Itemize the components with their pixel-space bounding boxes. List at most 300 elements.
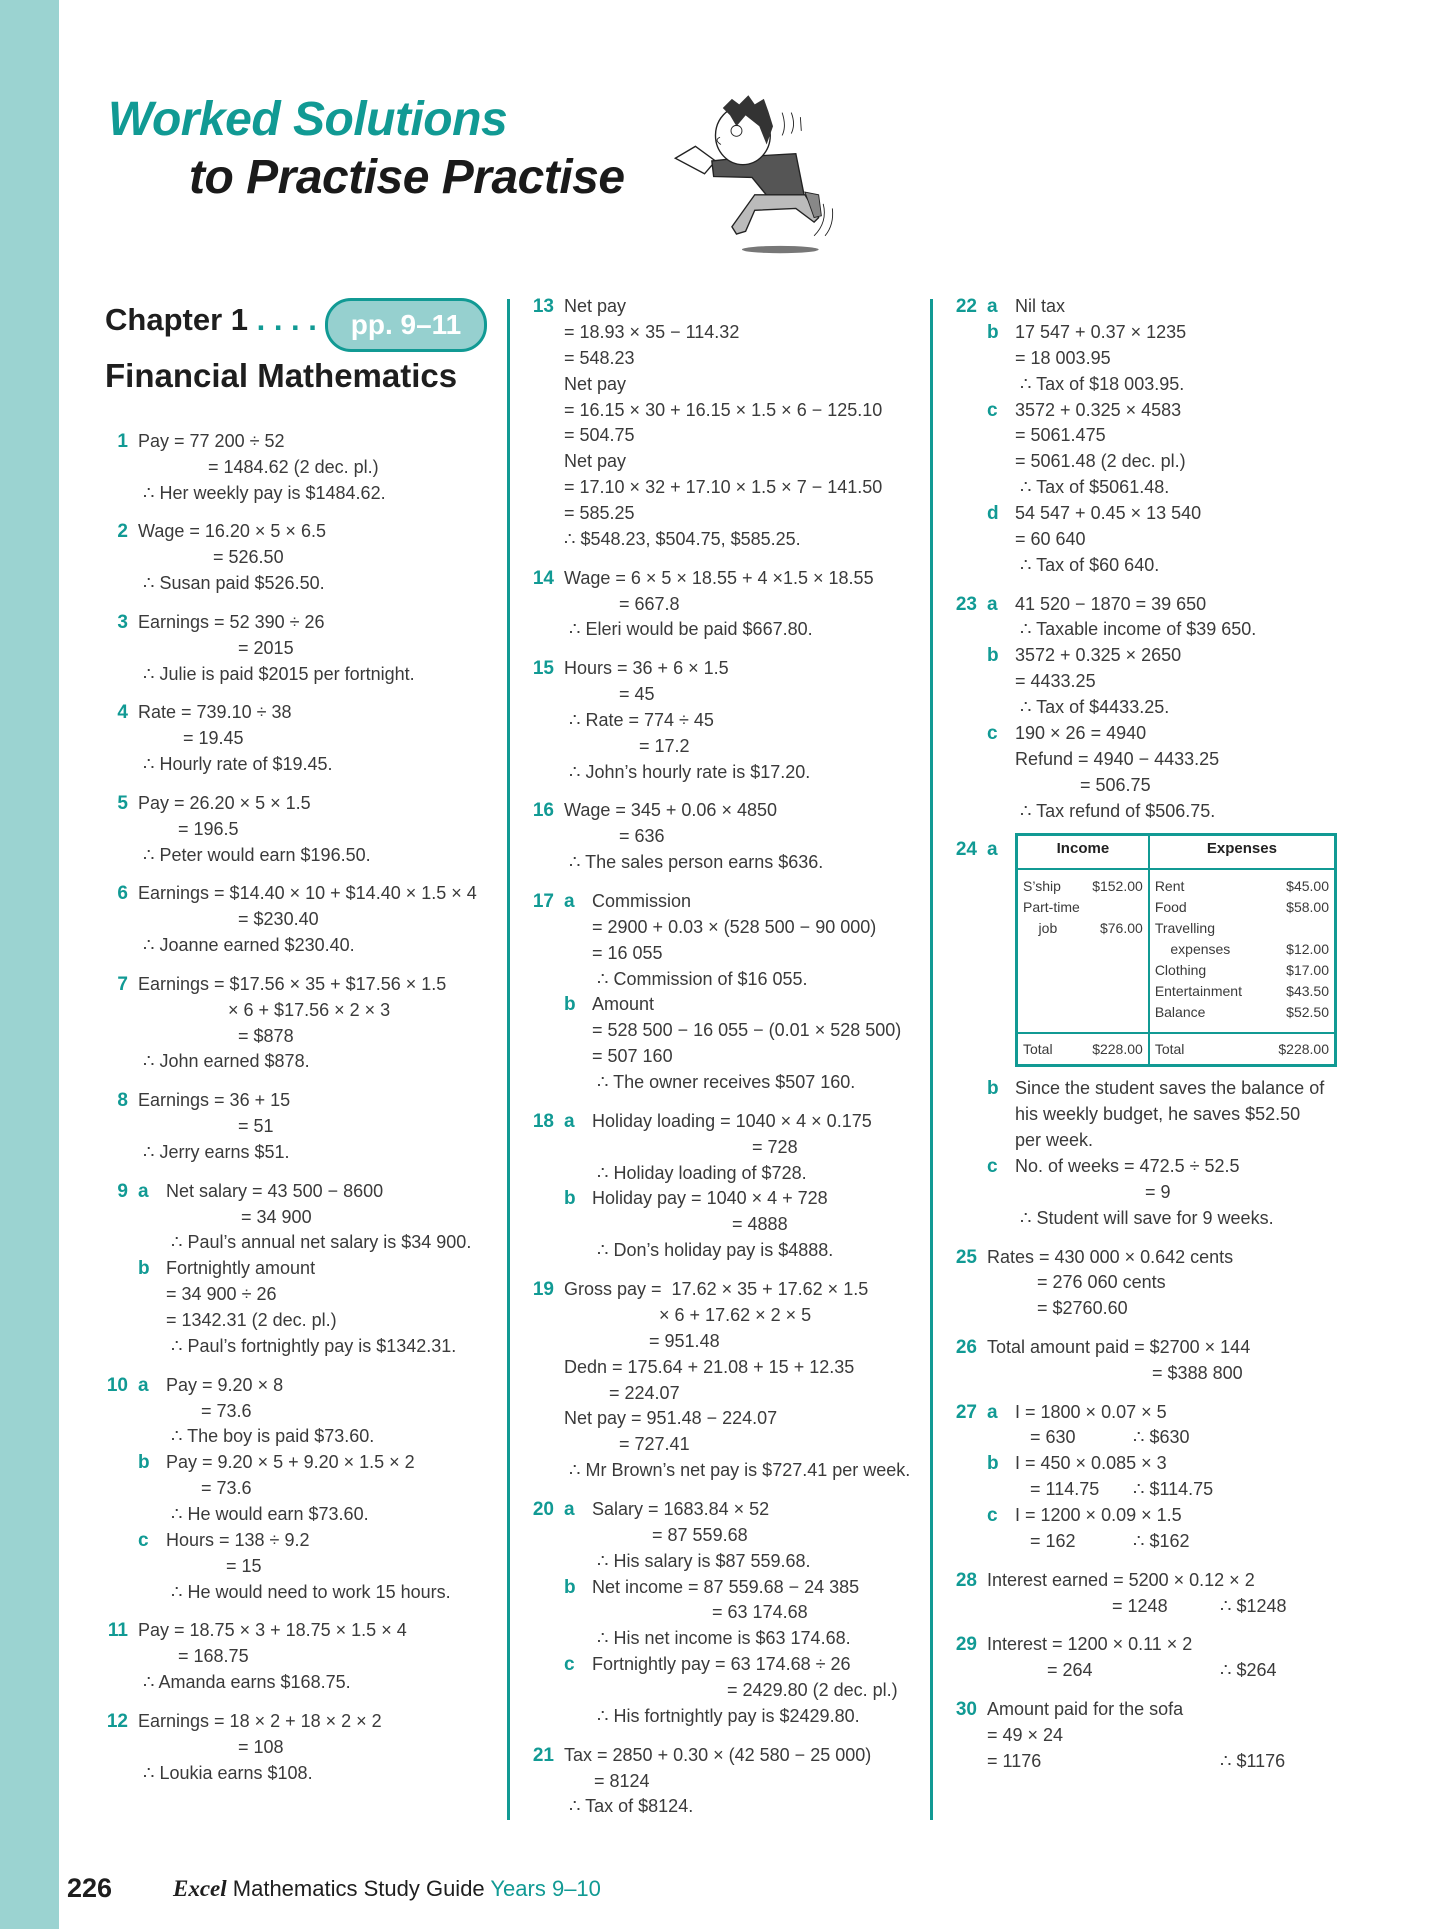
solution-line xyxy=(526,1044,926,1070)
part-letter xyxy=(987,527,1015,553)
solution-line xyxy=(949,1335,1369,1361)
part-letter: b xyxy=(564,1576,576,1598)
part-letter xyxy=(138,1334,166,1360)
solution-line xyxy=(949,1206,1369,1232)
part-letter: c xyxy=(987,723,998,745)
line-text: = 2015 xyxy=(138,637,294,658)
problem-number: 7 xyxy=(117,973,128,995)
solution-line xyxy=(526,824,926,850)
problem-number xyxy=(526,1355,564,1381)
problem-number xyxy=(949,372,987,398)
problem-number: 15 xyxy=(532,658,554,680)
line-text: × 6 + 17.62 × 2 × 5 xyxy=(564,1304,812,1325)
solution-line xyxy=(100,1424,500,1450)
problem-number xyxy=(526,1575,564,1601)
income-item-amount: $76.00 xyxy=(1099,920,1143,937)
problem-number xyxy=(526,372,564,398)
solution-line xyxy=(949,294,1369,320)
solution-line xyxy=(100,481,500,507)
problem-number xyxy=(526,1161,564,1187)
line-text: = 63 174.68 xyxy=(592,1602,808,1623)
problem-10 xyxy=(100,1373,500,1606)
income-item xyxy=(1023,897,1143,918)
expense-item-amount: $12.00 xyxy=(1286,941,1329,958)
line-text: Net income = 87 559.68 − 24 385 xyxy=(592,1576,860,1597)
expense-item-label: Balance xyxy=(1154,1004,1206,1021)
solution-line xyxy=(949,669,1369,695)
expense-item-amount: $43.50 xyxy=(1286,983,1329,1000)
problem-24 xyxy=(949,837,1369,1231)
problem-8 xyxy=(100,1088,500,1166)
solution-line xyxy=(526,475,926,501)
line-text: = 504.75 xyxy=(564,425,635,446)
solution-line xyxy=(526,1070,926,1096)
solution-line xyxy=(526,1355,926,1381)
problem-number: 22 xyxy=(955,296,977,317)
line-text: ∴ Joanne earned $230.40. xyxy=(138,935,355,956)
page-title-line1: Worked Solutions xyxy=(108,93,508,146)
problem-number xyxy=(949,1296,987,1322)
problem-28 xyxy=(949,1568,1369,1620)
solution-line xyxy=(526,1743,926,1769)
expense-item-amount: $52.50 xyxy=(1286,1004,1329,1021)
line-text: Nil tax xyxy=(1015,296,1066,316)
line-text: = 5061.48 (2 dec. pl.) xyxy=(1015,451,1186,472)
line-text: Holiday pay = 1040 × 4 + 728 xyxy=(592,1188,828,1209)
line-text: = 264 xyxy=(987,1660,1093,1681)
line-text: = 162 xyxy=(1015,1531,1076,1552)
solution-line xyxy=(526,592,926,618)
solution-line xyxy=(100,1528,500,1554)
solution-line xyxy=(100,1554,500,1580)
solution-line xyxy=(100,1179,500,1205)
problem-6 xyxy=(100,881,500,959)
problem-number xyxy=(100,1282,138,1308)
line-text: ∴ Her weekly pay is $1484.62. xyxy=(138,482,386,503)
result-text: ∴ $630 xyxy=(1133,1427,1190,1448)
problem-number xyxy=(100,1399,138,1425)
part-letter xyxy=(987,1102,1015,1128)
solution-line xyxy=(949,1697,1369,1723)
solution-line xyxy=(949,1245,1369,1271)
solution-line xyxy=(526,617,926,643)
expense-item xyxy=(1155,918,1329,939)
solution-line xyxy=(526,372,926,398)
line-text: = 34 900 ÷ 26 xyxy=(166,1284,277,1305)
problem-number xyxy=(949,1270,987,1296)
line-text: = 1484.62 (2 dec. pl.) xyxy=(138,456,379,477)
solution-line xyxy=(100,1049,500,1075)
problem-number: 14 xyxy=(532,567,554,589)
solution-line xyxy=(526,992,926,1018)
part-letter: c xyxy=(138,1530,149,1552)
line-text: ∴ $548.23, $504.75, $585.25. xyxy=(564,529,801,550)
part-letter: a xyxy=(564,890,575,912)
problem-number xyxy=(100,1735,138,1761)
solution-line xyxy=(100,1334,500,1360)
solution-line xyxy=(526,889,926,915)
line-text: = 585.25 xyxy=(564,503,635,524)
solution-line xyxy=(949,592,1369,618)
solution-line xyxy=(949,501,1369,527)
solution-line xyxy=(100,519,500,545)
part-letter xyxy=(987,1128,1015,1154)
line-text: Wage = 16.20 × 5 × 6.5 xyxy=(138,521,326,542)
expenses-header: Expenses xyxy=(1149,835,1336,870)
problem-1 xyxy=(100,429,500,507)
line-text: Earnings = 52 390 ÷ 26 xyxy=(138,611,325,632)
result-text: ∴ $1248 xyxy=(1220,1595,1287,1616)
solution-line xyxy=(526,449,926,475)
line-text: = 506.75 xyxy=(1015,774,1151,795)
solution-line xyxy=(526,1329,926,1355)
problem-number: 9 xyxy=(117,1180,128,1202)
problem-number xyxy=(949,1477,987,1503)
solution-line xyxy=(100,1024,500,1050)
expense-item-amount: $45.00 xyxy=(1286,878,1329,895)
line-text: Net pay xyxy=(564,296,627,316)
solution-line xyxy=(949,1180,1369,1206)
problem-18 xyxy=(526,1109,926,1264)
problem-number xyxy=(949,1529,987,1555)
problem-26 xyxy=(949,1335,1369,1387)
line-text: = 667.8 xyxy=(564,593,680,614)
part-letter: a xyxy=(987,593,998,615)
line-text: ∴ Paul’s annual net salary is $34 900. xyxy=(166,1232,472,1253)
problem-number xyxy=(526,398,564,424)
line-text: Gross pay = 17.62 × 35 + 17.62 × 1.5 xyxy=(564,1278,869,1299)
line-text: Pay = 9.20 × 5 + 9.20 × 1.5 × 2 xyxy=(166,1452,415,1473)
solution-line xyxy=(526,1303,926,1329)
solution-line xyxy=(100,700,500,726)
problem-number xyxy=(526,1238,564,1264)
problem-number xyxy=(526,1044,564,1070)
line-text: = 1248 xyxy=(987,1595,1168,1616)
solution-line xyxy=(100,1450,500,1476)
problem-14 xyxy=(526,566,926,644)
problem-number: 13 xyxy=(532,296,554,317)
solution-line xyxy=(949,1128,1369,1154)
solution-line xyxy=(526,1186,926,1212)
problem-number xyxy=(100,726,138,752)
line-text: = 18.93 × 35 − 114.32 xyxy=(564,321,740,342)
line-text: ∴ Julie is paid $2015 per fortnight. xyxy=(138,663,415,684)
part-letter: b xyxy=(564,994,576,1016)
part-letter xyxy=(138,1205,166,1231)
solution-line xyxy=(526,1497,926,1523)
problem-22 xyxy=(949,294,1369,579)
problem-number: 26 xyxy=(955,1337,977,1359)
problem-number: 29 xyxy=(955,1634,977,1656)
line-text: ∴ His net income is $63 174.68. xyxy=(592,1628,851,1649)
problem-5 xyxy=(100,791,500,869)
total-label: Total xyxy=(1023,1041,1053,1058)
line-text: Net salary = 43 500 − 8600 xyxy=(166,1180,384,1201)
problem-number xyxy=(949,475,987,501)
problem-number xyxy=(100,1670,138,1696)
problem-number: 1 xyxy=(117,431,128,452)
problem-number xyxy=(526,346,564,372)
solution-line xyxy=(949,1658,1369,1684)
line-text: Net pay xyxy=(564,373,627,394)
line-text: = 19.45 xyxy=(138,728,244,749)
solution-line xyxy=(100,1670,500,1696)
solution-line xyxy=(100,1476,500,1502)
part-letter: b xyxy=(987,321,999,343)
problem-number xyxy=(100,1476,138,1502)
problem-number xyxy=(100,1334,138,1360)
budget-body-row xyxy=(1017,869,1336,1033)
problem-number xyxy=(526,967,564,993)
solution-line xyxy=(526,501,926,527)
problem-number xyxy=(100,1761,138,1787)
solution-line xyxy=(100,726,500,752)
part-letter xyxy=(564,1070,592,1096)
problem-29 xyxy=(949,1632,1369,1684)
solution-line xyxy=(949,553,1369,579)
part-letter: a xyxy=(987,1401,998,1423)
part-letter: a xyxy=(564,1498,575,1520)
solution-line xyxy=(526,1575,926,1601)
line-text: ∴ Tax of $4433.25. xyxy=(1015,697,1170,718)
page-range-badge: pp. 9–11 xyxy=(325,298,487,352)
line-text: 17 547 + 0.37 × 1235 xyxy=(1015,321,1187,342)
income-item-label: job xyxy=(1023,920,1058,937)
footer-book-title xyxy=(173,1876,601,1902)
problem-number xyxy=(100,843,138,869)
part-letter xyxy=(138,1230,166,1256)
line-text: = 196.5 xyxy=(138,818,239,839)
solution-line xyxy=(526,1626,926,1652)
part-letter xyxy=(138,1476,166,1502)
problem-number xyxy=(526,1432,564,1458)
solution-line xyxy=(100,1618,500,1644)
expense-item xyxy=(1155,1002,1329,1023)
line-text: ∴ Tax of $18 003.95. xyxy=(1015,373,1185,394)
problem-number xyxy=(949,1749,987,1775)
problem-number xyxy=(526,1794,564,1820)
problem-number xyxy=(949,1206,987,1232)
part-letter: b xyxy=(987,1453,999,1475)
part-letter xyxy=(987,695,1015,721)
problem-number xyxy=(949,721,987,747)
line-text: = 87 559.68 xyxy=(592,1524,748,1545)
expense-item-label: Clothing xyxy=(1154,962,1207,979)
line-text: = 16 055 xyxy=(592,942,663,963)
solution-line xyxy=(526,1523,926,1549)
solution-line xyxy=(949,1154,1369,1180)
line-text: = $388 800 xyxy=(987,1362,1243,1383)
problem-7 xyxy=(100,972,500,1076)
line-text: = 2429.80 (2 dec. pl.) xyxy=(592,1680,898,1701)
solution-line xyxy=(526,1212,926,1238)
expense-item xyxy=(1155,939,1329,960)
solution-line xyxy=(949,1477,1369,1503)
problem-3 xyxy=(100,610,500,688)
problem-number: 5 xyxy=(117,792,128,814)
line-text: Since the student saves the balance of xyxy=(1015,1078,1325,1099)
line-text: Fortnightly amount xyxy=(166,1258,316,1279)
line-text: ∴ Tax of $60 640. xyxy=(1015,554,1160,575)
part-letter xyxy=(564,915,592,941)
expense-item xyxy=(1155,897,1329,918)
part-letter xyxy=(564,1549,592,1575)
problem-number xyxy=(526,760,564,786)
problem-number xyxy=(100,1644,138,1670)
problem-number xyxy=(949,1076,987,1102)
chapter-subtitle: Financial Mathematics xyxy=(105,357,458,394)
part-letter xyxy=(987,1180,1015,1206)
solution-line xyxy=(526,941,926,967)
line-text: Earnings = 36 + 15 xyxy=(138,1090,291,1111)
problem-number xyxy=(100,1450,138,1476)
line-text: = 168.75 xyxy=(138,1646,249,1667)
problem-4 xyxy=(100,700,500,778)
solution-line xyxy=(526,1135,926,1161)
problem-12 xyxy=(100,1709,500,1787)
problem-number xyxy=(949,320,987,346)
part-letter xyxy=(564,1600,592,1626)
line-text: Amount paid for the sofa xyxy=(987,1698,1184,1719)
line-text: 54 547 + 0.45 × 13 540 xyxy=(1015,503,1202,524)
part-letter xyxy=(987,1425,1015,1451)
line-text: ∴ Taxable income of $39 650. xyxy=(1015,619,1257,640)
line-text: × 6 + $17.56 × 2 × 3 xyxy=(138,999,391,1020)
solution-line xyxy=(100,752,500,778)
solution-line xyxy=(526,1652,926,1678)
problem-30 xyxy=(949,1697,1369,1775)
solution-line xyxy=(949,721,1369,747)
solution-line xyxy=(526,967,926,993)
problem-number xyxy=(100,1580,138,1606)
line-text: Rates = 430 000 × 0.642 cents xyxy=(987,1246,1234,1267)
solution-line xyxy=(100,1709,500,1735)
problem-number: 24 xyxy=(955,839,977,861)
result-text: ∴ $114.75 xyxy=(1133,1479,1214,1500)
chapter-heading xyxy=(105,302,317,338)
problem-number xyxy=(526,501,564,527)
solution-line xyxy=(100,817,500,843)
line-text: = 73.6 xyxy=(166,1478,252,1499)
solution-line xyxy=(100,429,500,455)
part-letter xyxy=(987,617,1015,643)
solution-line xyxy=(526,1549,926,1575)
problem-20 xyxy=(526,1497,926,1730)
problem-number xyxy=(526,1549,564,1575)
problem-number xyxy=(100,1024,138,1050)
line-text: = 8124 xyxy=(564,1770,650,1791)
part-letter xyxy=(987,1529,1015,1555)
problem-number xyxy=(526,708,564,734)
line-text: ∴ Student will save for 9 weeks. xyxy=(1015,1207,1274,1228)
solution-line xyxy=(526,1704,926,1730)
part-letter: a xyxy=(138,1374,149,1396)
solution-line xyxy=(949,773,1369,799)
book-years: Years 9–10 xyxy=(490,1876,601,1901)
problem-number: 4 xyxy=(117,702,128,724)
line-text: = 73.6 xyxy=(166,1400,252,1421)
part-letter: a xyxy=(138,1180,149,1202)
solution-line xyxy=(526,1769,926,1795)
line-text: ∴ John’s hourly rate is $17.20. xyxy=(564,761,811,782)
problem-number xyxy=(526,734,564,760)
problem-number xyxy=(526,1135,564,1161)
problem-number xyxy=(100,1554,138,1580)
line-text: ∴ The owner receives $507 160. xyxy=(592,1072,856,1093)
solution-line xyxy=(949,1451,1369,1477)
problem-number xyxy=(100,817,138,843)
line-text: ∴ Don’s holiday pay is $4888. xyxy=(592,1240,834,1261)
solution-line xyxy=(100,1644,500,1670)
brand-name: Excel xyxy=(173,1876,227,1901)
problem-number xyxy=(949,1503,987,1529)
line-text: = 17.10 × 32 + 17.10 × 1.5 × 7 − 141.50 xyxy=(564,477,883,498)
problem-number xyxy=(526,1458,564,1484)
solution-line xyxy=(949,449,1369,475)
income-header: Income xyxy=(1017,835,1149,870)
solution-line xyxy=(949,1632,1369,1658)
expense-item xyxy=(1155,876,1329,897)
line-text: = 728 xyxy=(592,1136,798,1157)
problem-number xyxy=(100,662,138,688)
solution-line xyxy=(100,455,500,481)
part-letter: c xyxy=(987,399,998,421)
solution-line xyxy=(100,907,500,933)
problem-15 xyxy=(526,656,926,785)
line-text: Salary = 1683.84 × 52 xyxy=(592,1498,770,1519)
solution-line xyxy=(526,915,926,941)
total-income_total xyxy=(1023,1034,1143,1064)
problem-number: 2 xyxy=(117,521,128,543)
solution-line xyxy=(526,760,926,786)
problem-27 xyxy=(949,1400,1369,1555)
budget-table xyxy=(1015,833,1337,1067)
line-text: ∴ His salary is $87 559.68. xyxy=(592,1550,811,1571)
problem-number xyxy=(949,695,987,721)
line-text: No. of weeks = 472.5 ÷ 52.5 xyxy=(1015,1156,1240,1177)
line-text: = 60 640 xyxy=(1015,529,1086,550)
part-letter: b xyxy=(564,1188,576,1210)
solution-line xyxy=(949,398,1369,424)
line-text: ∴ He would earn $73.60. xyxy=(166,1504,369,1525)
problem-number xyxy=(526,1406,564,1432)
line-text: ∴ Hourly rate of $19.45. xyxy=(138,754,333,775)
problem-number xyxy=(526,1523,564,1549)
line-text: 3572 + 0.325 × 2650 xyxy=(1015,645,1182,666)
problem-16 xyxy=(526,798,926,876)
solution-line xyxy=(526,1277,926,1303)
line-text: Net pay = 951.48 − 224.07 xyxy=(564,1408,778,1429)
solution-line xyxy=(526,1381,926,1407)
problem-number: 10 xyxy=(106,1374,128,1396)
problem-number xyxy=(526,941,564,967)
page-number: 226 xyxy=(67,1873,113,1903)
problem-number xyxy=(526,1678,564,1704)
line-text: Rate = 739.10 ÷ 38 xyxy=(138,702,292,723)
problem-number xyxy=(100,1502,138,1528)
income-item-amount: $152.00 xyxy=(1092,878,1143,895)
line-text: Pay = 77 200 ÷ 52 xyxy=(138,431,285,451)
chapter-label: Chapter 1 xyxy=(105,302,248,337)
part-letter xyxy=(564,1704,592,1730)
part-letter: d xyxy=(987,503,999,525)
expense-item-amount: $58.00 xyxy=(1286,899,1329,916)
problem-number xyxy=(526,1600,564,1626)
solution-line xyxy=(949,837,1369,1076)
problem-number xyxy=(949,1128,987,1154)
solution-line xyxy=(526,682,926,708)
problem-17 xyxy=(526,889,926,1096)
